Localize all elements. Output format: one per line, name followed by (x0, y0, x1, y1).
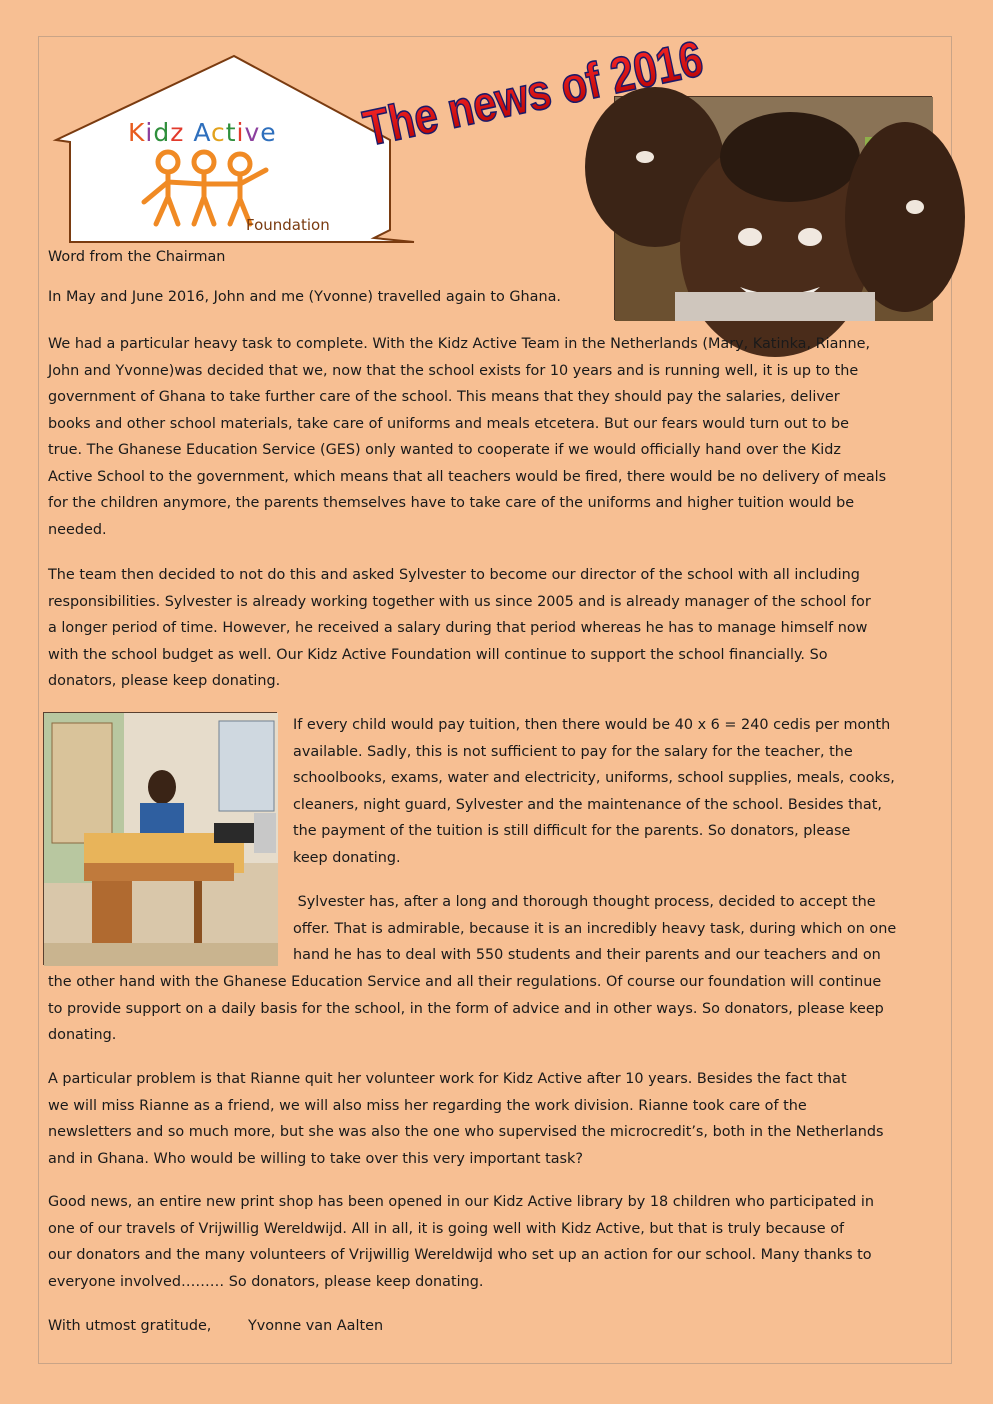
text-line: true. The Ghanese Education Service (GES) only wanted to cooperate if we would officially hand over the Kidz (48, 442, 841, 458)
logo-letter: i (236, 118, 245, 147)
signature-text: Yvonne van Aalten (248, 1318, 384, 1334)
text-line: we will miss Rianne as a friend, we will also miss her regarding the work division. Rianne took care of the (48, 1097, 807, 1114)
text-line: everyone involved……… So donators, please keep donating. (48, 1273, 484, 1290)
intro-block (48, 284, 608, 311)
text-line: a longer period of time. However, he received a salary during that period whereas he has to manage himself now (48, 620, 868, 636)
text-line: responsibilities. Sylvester is already working together with us since 2005 and is already manager of the school for (48, 593, 871, 610)
closing-block (48, 1313, 248, 1340)
paragraph-4-bottom (48, 969, 952, 1049)
text-line: and in Ghana. Who would be willing to take over this very important task? (48, 1150, 584, 1167)
text-line: donating. (48, 1027, 117, 1043)
text-line: Sylvester has, after a long and thorough thought process, decided to accept the (293, 894, 876, 910)
logo-letter: v (244, 118, 261, 147)
paragraph-4-top (293, 889, 953, 969)
text-line: to provide support on a daily basis for the school, in the form of advice and in other ways. So donators, please keep (48, 1000, 884, 1017)
text-line: If every child would pay tuition, then there would be 40 x 6 = 240 cedis per month (293, 717, 891, 733)
text-line: Active School to the government, which means that all teachers would be fired, there would be no delivery of meals (48, 468, 887, 485)
logo-letter (184, 118, 193, 147)
paragraph-2 (48, 562, 952, 695)
paragraph-1 (48, 331, 952, 543)
logo-letter: t (225, 118, 237, 147)
text-line: offer. That is admirable, because it is an incredibly heavy task, during which on one (293, 920, 897, 937)
paragraph-6 (48, 1189, 952, 1295)
children-photo (614, 96, 932, 320)
logo-letter: i (145, 118, 154, 147)
logo-letter: c (210, 118, 226, 147)
text-line: keep donating. (293, 849, 401, 866)
closing-text: With utmost gratitude, (48, 1318, 212, 1334)
paragraph-3 (293, 712, 953, 871)
text-line: cleaners, night guard, Sylvester and the maintenance of the school. Besides that, (293, 796, 882, 813)
text-line: A particular problem is that Rianne quit her volunteer work for Kidz Active after 10 years. Besides the fact that (48, 1071, 847, 1087)
text-line: John and Yvonne)was decided that we, now that the school exists for 10 years and is running well, it is up to the (48, 362, 859, 379)
text-line: the other hand with the Ghanese Education Service and all their regulations. Of course our foundation will continue (48, 974, 882, 990)
headline-text: The news of 2016 (358, 15, 776, 157)
intro-text: In May and June 2016, John and me (Yvonne) travelled again to Ghana. (48, 289, 561, 305)
logo-letter: K (128, 118, 146, 147)
text-line: government of Ghana to take further care of the school. This means that they should pay the salaries, deliver (48, 389, 840, 405)
text-line: the payment of the tuition is still difficult for the parents. So donators, please (293, 823, 851, 839)
text-line: available. Sadly, this is not sufficient to pay for the salary for the teacher, the (293, 743, 853, 760)
text-line: newsletters and so much more, but she was also the one who supervised the microcredit’s, both in the Netherlands (48, 1124, 884, 1140)
text-line: Good news, an entire new print shop has been opened in our Kidz Active library by 18 children who participated in (48, 1194, 875, 1210)
logo-foundation-text: Foundation (246, 216, 330, 234)
text-line: hand he has to deal with 550 students and their parents and our teachers and on (293, 947, 881, 963)
logo-letter: A (193, 118, 211, 147)
text-line: We had a particular heavy task to complete. With the Kidz Active Team in the Netherlands (Mary, Katinka, Rianne, (48, 336, 871, 352)
logo-letter: e (260, 118, 277, 147)
office-photo (43, 712, 277, 965)
text-line: needed. (48, 521, 107, 538)
text-line: our donators and the many volunteers of Vrijwillig Wereldwijd who set up an action for our school. Many thanks to (48, 1247, 872, 1263)
logo-letter: z (170, 118, 185, 147)
section-title: Word from the Chairman (48, 249, 226, 265)
text-line: books and other school materials, take care of uniforms and meals etcetera. But our fears would turn out to be (48, 415, 849, 432)
text-line: donators, please keep donating. (48, 673, 281, 689)
section-title-block (48, 244, 608, 271)
paragraph-5 (48, 1066, 952, 1172)
signature-block (248, 1313, 448, 1340)
text-line: one of our travels of Vrijwillig Wereldwijd. All in all, it is going well with Kidz Active, but that is truly because of (48, 1220, 845, 1237)
logo-letter: d (153, 118, 171, 147)
text-line: schoolbooks, exams, water and electricity, uniforms, school supplies, meals, cooks, (293, 770, 895, 786)
text-line: for the children anymore, the parents themselves have to take care of the uniforms and higher tuition would be (48, 495, 855, 511)
logo-wordmark (128, 118, 277, 147)
text-line: The team then decided to not do this and asked Sylvester to become our director of the school with all including (48, 567, 860, 583)
text-line: with the school budget as well. Our Kidz Active Foundation will continue to support the school financially. So (48, 646, 828, 663)
